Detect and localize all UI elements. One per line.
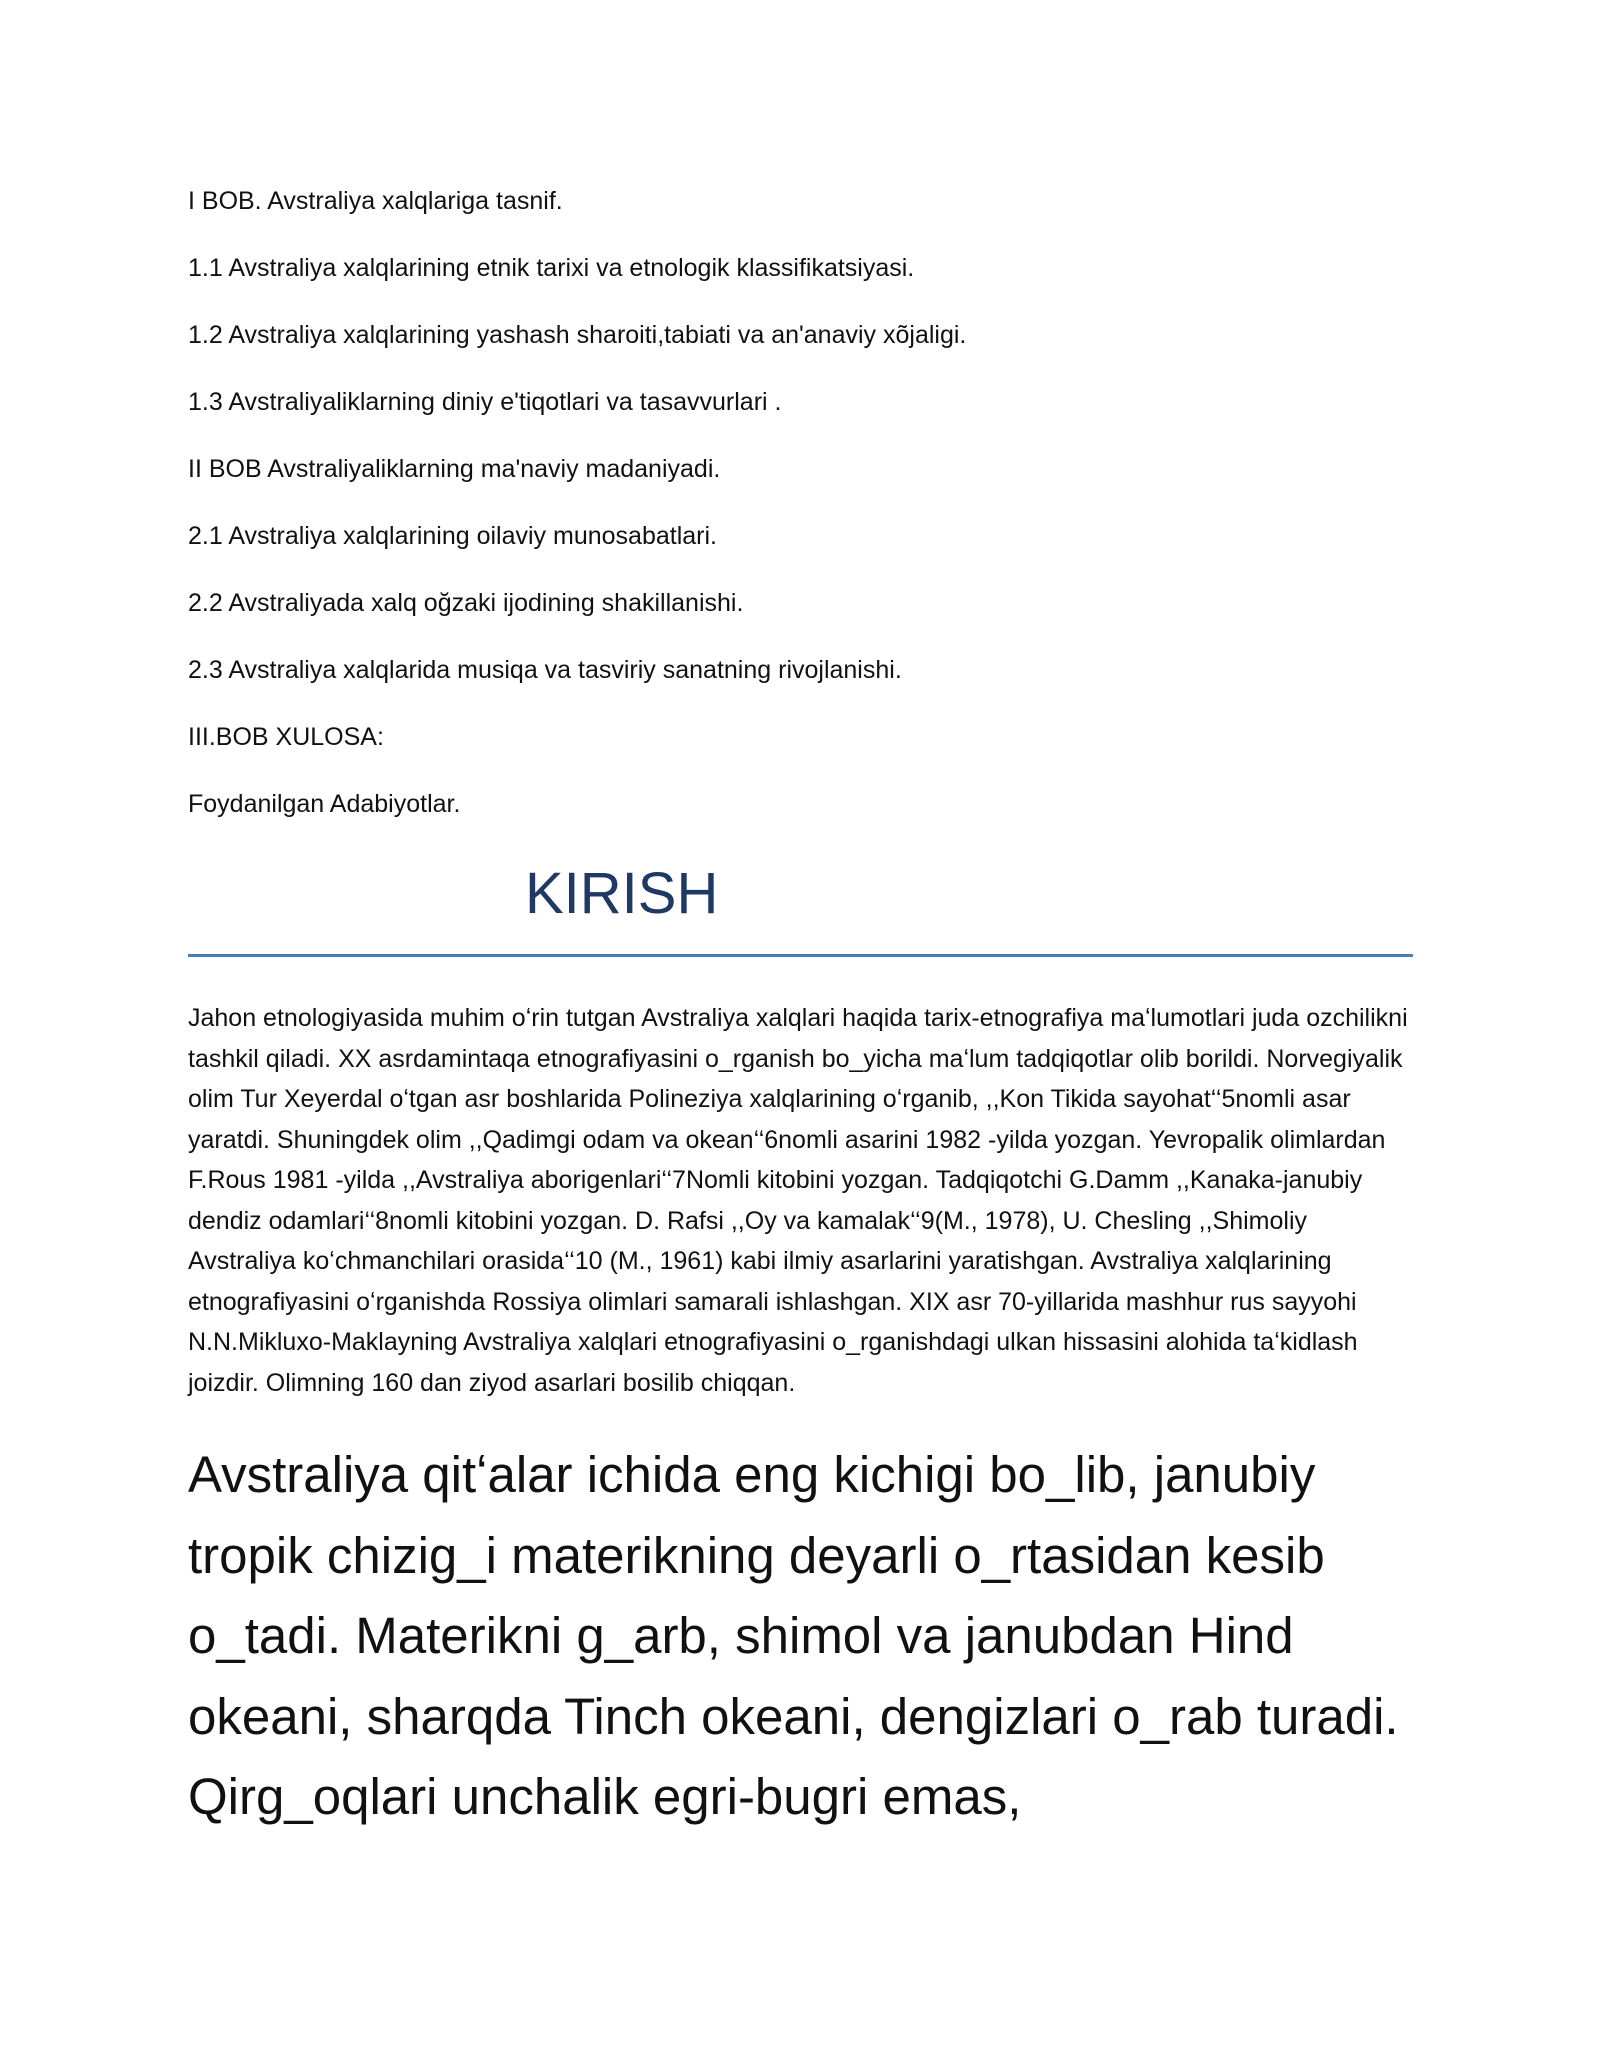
section-heading: KIRISH	[525, 861, 719, 926]
intro-paragraph: Jahon etnologiyasida muhim oʻrin tutgan Avstraliya xalqlari haqida tarix-etnografiya maʻlumotlari juda ozchilikni tashkil qiladi. XX asrdamintaqa etnografiyasini o_rganish bo_yicha maʻlum tadqiqotlar olib borildi. Norvegiyalik olim Tur Xeyerdal oʻtgan asr boshlarida Polineziya xalqlarining oʻrganib, ,,Kon Tikida sayohat‘‘5nomli asar yaratdi. Shuningdek olim ,,Qadimgi odam va okean‘‘6nomli asarini 1982 -yilda yozgan. Yevropalik olimlardan F.Rous 1981 -yilda ,,Avstraliya aborigenlari‘‘7Nomli kitobini yozgan. Tadqiqotchi G.Damm ,,Kanaka-janubiy dendiz odamlari‘‘8nomli kitobini yozgan. D. Rafsi ,,Oy va kamalak‘‘9(M., 1978), U. Chesling ,,Shimoliy Avstraliya koʻchmanchilari orasida‘‘10 (M., 1961) kabi ilmiy asarlarini yaratishgan. Avstraliya xalqlarining etnografiyasini oʻrganishda Rossiya olimlari samarali ishlashgan. XIX asr 70-yillarida mashhur rus sayyohi N.N.Mikluxo-Maklayning Avstraliya xalqlari etnografiyasini o_rganishdagi ulkan hissasini alohida taʻkidlash joizdir. Olimning 160 dan ziyod asarlari bosilib chiqqan.	[188, 1004, 1408, 1397]
toc-references: Foydanilgan Adabiyotlar.	[188, 790, 461, 818]
section-heading-block	[188, 854, 1413, 958]
large-text-paragraph: Avstraliya qitʻalar ichida eng kichigi bo_lib, janubiy tropik chizig_i materikning deyarli o_rtasidan kesib o_tadi. Materikni g_arb, shimol va janubdan Hind okeani, sharqda Tinch okeani, dengizlari o_rab turadi. Qirg_oqlari unchalik egri-bugri emas,	[188, 1446, 1399, 1825]
toc-chapter-3: III.BOB XULOSA:	[188, 723, 384, 751]
table-of-contents	[188, 184, 1413, 821]
toc-chapter-1: I BOB. Avstraliya xalqlariga tasnif.	[188, 187, 563, 215]
toc-section-1-2: 1.2 Avstraliya xalqlarining yashash sharoiti,tabiati va an'anaviy xõjaligi.	[188, 321, 967, 349]
toc-section-1-1: 1.1 Avstraliya xalqlarining etnik tarixi va etnologik klassifikatsiyasi.	[188, 254, 915, 282]
toc-section-2-3: 2.3 Avstraliya xalqlarida musiqa va tasviriy sanatning rivojlanishi.	[188, 656, 902, 684]
toc-section-1-3: 1.3 Avstraliyaliklarning diniy e'tiqotlari va tasavvurlari .	[188, 388, 782, 416]
heading-underline-rule	[188, 954, 1413, 957]
page-content	[188, 184, 1413, 1889]
toc-section-2-1: 2.1 Avstraliya xalqlarining oilaviy munosabatlari.	[188, 522, 717, 550]
toc-chapter-2: II BOB Avstraliyaliklarning ma'naviy madaniyadi.	[188, 455, 721, 483]
toc-section-2-2: 2.2 Avstraliyada xalq oğzaki ijodining shakillanishi.	[188, 589, 744, 617]
